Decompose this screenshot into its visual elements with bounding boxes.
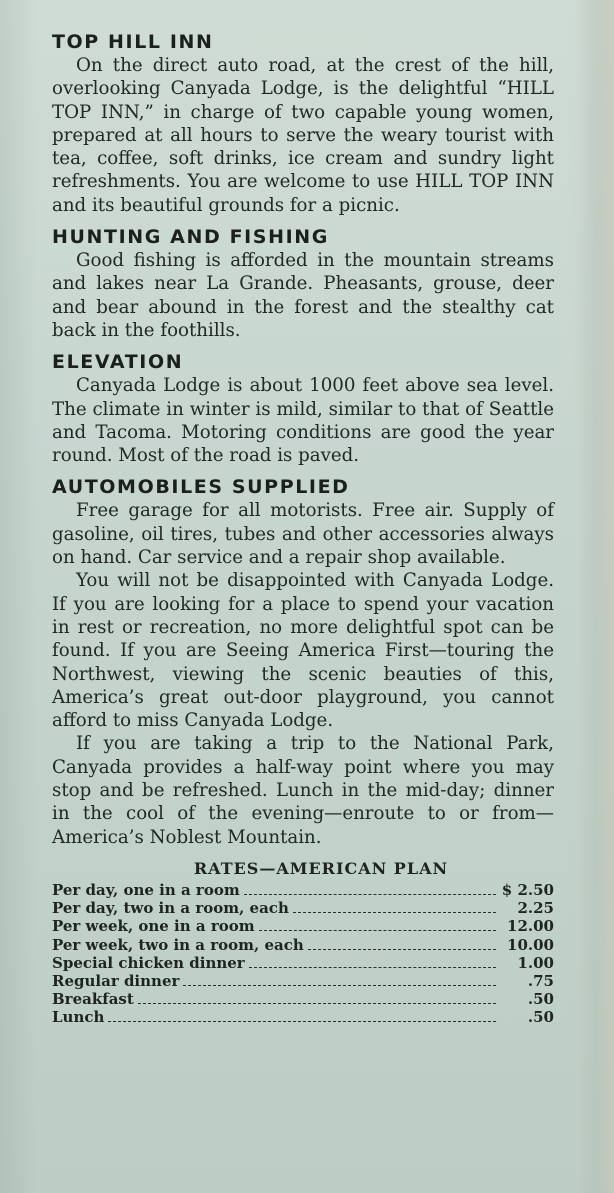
rate-label: Per week, two in a room, each	[52, 935, 304, 954]
section-heading: TOP HILL INN	[52, 31, 214, 53]
rate-label: Regular dinner	[52, 971, 180, 990]
section-paragraph: Canyada Lodge is about 1000 feet above sea level. The climate in winter is mild, similar to that of Seattle and Tacoma. Motoring conditions are good the year round. Most of the road is paved.	[52, 375, 554, 467]
rate-row	[52, 954, 554, 972]
rate-value: 1.00	[517, 953, 554, 972]
rate-row	[52, 1008, 554, 1026]
section-paragraph: On the direct auto road, at the crest of the hill, overlooking Canyada Lodge, is the delightful “HILL TOP INN,” in charge of two capable young women, prepared at all hours to serve the weary tourist with tea, coffee, soft drinks, ice cream and sundry light refreshments. You are welcome to use HILL TOP INN and its beautiful grounds for a picnic.	[52, 55, 554, 216]
section-heading: AUTOMOBILES SUPPLIED	[52, 476, 350, 499]
dotted-leader	[108, 1021, 496, 1022]
dotted-leader	[138, 1003, 496, 1004]
rate-value: $ 2.50	[501, 880, 554, 899]
section-automobiles-supplied	[52, 475, 554, 848]
rate-value: .75	[527, 971, 554, 990]
section-top-hill-inn	[52, 30, 554, 217]
rate-row	[52, 990, 554, 1008]
rate-value: .50	[527, 990, 554, 1009]
dotted-leader	[308, 949, 496, 950]
section-paragraph: You will not be disappointed with Canyada Lodge. If you are looking for a place to spend your vacation in rest or recreation, no more delightful spot can be found. If you are Seeing America First—touring the Northwest, viewing the scenic beauties of this, America’s great out-door playground, you cannot afford to miss Canyada Lodge.	[52, 570, 554, 732]
section-elevation	[52, 350, 554, 467]
dotted-leader	[244, 894, 496, 895]
rate-label: Per day, two in a room, each	[52, 899, 289, 918]
section-paragraph: Free garage for all motorists. Free air. Supply of gasoline, oil tires, tubes and other accessories always on hand. Car service and a repair shop available.	[52, 500, 554, 569]
section-paragraph: Good fishing is afforded in the mountain streams and lakes near La Grande. Pheasants, grouse, deer and bear abound in the forest and the stealthy cat back in the foothills.	[52, 250, 554, 341]
rate-row	[52, 881, 554, 899]
rate-row	[52, 972, 554, 990]
rate-row	[52, 936, 554, 954]
section-heading: ELEVATION	[52, 351, 184, 374]
rates-table	[52, 859, 554, 1027]
rate-value: .50	[527, 1008, 554, 1027]
section-paragraph: If you are taking a trip to the National Park, Canyada provides a half-way point where you may stop and be refreshed. Lunch in the mid-day; dinner in the cool of the evening—enroute to or from—America’s Noblest Mountain.	[52, 733, 554, 848]
rate-label: Lunch	[52, 1008, 105, 1027]
rate-label: Per week, one in a room	[52, 917, 255, 936]
rate-label: Per day, one in a room	[52, 880, 240, 899]
rates-title: RATES—AMERICAN PLAN	[193, 858, 449, 878]
dotted-leader	[183, 985, 496, 986]
section-hunting-fishing	[52, 225, 554, 342]
rate-value: 12.00	[507, 917, 554, 936]
section-heading: HUNTING AND FISHING	[52, 226, 329, 249]
dotted-leader	[249, 967, 496, 968]
rate-label: Special chicken dinner	[52, 953, 245, 972]
rate-value: 2.25	[517, 899, 554, 918]
dotted-leader	[259, 930, 496, 931]
rate-value: 10.00	[507, 935, 554, 954]
rate-row	[52, 917, 554, 935]
rate-row	[52, 899, 554, 917]
dotted-leader	[293, 912, 496, 913]
rate-label: Breakfast	[52, 990, 134, 1009]
